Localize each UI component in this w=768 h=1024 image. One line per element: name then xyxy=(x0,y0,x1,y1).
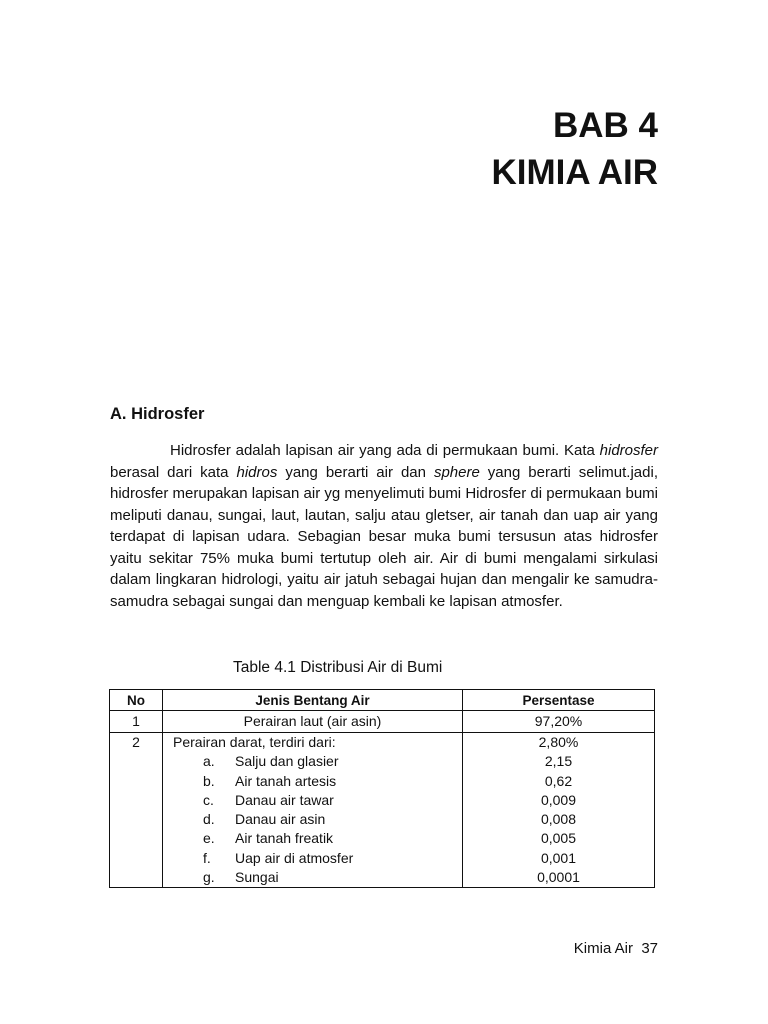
cell-type xyxy=(163,733,463,888)
list-item-letter: g. xyxy=(203,869,215,886)
list-item xyxy=(163,849,462,868)
list-item-letter: e. xyxy=(203,830,215,847)
cell-no-text: 2 xyxy=(132,734,140,750)
italic-term: sphere xyxy=(433,463,480,481)
list-item-percentage: 0,0001 xyxy=(537,869,580,886)
list-item-percentage: 0,008 xyxy=(540,811,577,828)
list-item-letter: f. xyxy=(203,849,211,866)
list-item-percentage: 2,15 xyxy=(544,753,573,770)
table-row xyxy=(110,711,655,733)
section-heading: A. Hidrosfer xyxy=(110,405,205,423)
chapter-title: KIMIA AIR xyxy=(491,153,658,192)
cell-type: Perairan laut (air asin) xyxy=(163,711,463,733)
paragraph-text: yang berarti air dan xyxy=(277,463,434,481)
body-paragraph xyxy=(110,440,658,612)
list-item xyxy=(163,791,462,810)
page-footer xyxy=(574,940,658,957)
list-item-label: Sungai xyxy=(235,869,279,886)
cell-percentage-text: 2,80% xyxy=(538,734,579,750)
cell-no xyxy=(110,733,163,888)
list-item xyxy=(163,772,462,791)
list-item-letter: d. xyxy=(203,811,215,828)
cell-type-text: Perairan darat, terdiri dari: xyxy=(173,734,336,750)
list-item-label: Uap air di atmosfer xyxy=(235,849,354,866)
footer-label: Kimia Air xyxy=(573,940,633,957)
list-item-label: Danau air tawar xyxy=(235,791,334,808)
list-item-letter: b. xyxy=(203,772,215,789)
paragraph-text: berasal dari kata xyxy=(110,463,237,481)
list-item-label: Air tanah freatik xyxy=(235,830,334,847)
table-row xyxy=(110,733,655,888)
list-item-percentage: 0,005 xyxy=(540,830,577,847)
water-distribution-table xyxy=(109,689,655,888)
list-item-label: Air tanah artesis xyxy=(235,772,337,789)
list-item xyxy=(163,752,462,771)
paragraph-text: yang berarti selimut.jadi, hidrosfer merupakan lapisan air yg menyelimuti bumi Hidrosfer di permukaan bumi meliputi danau, sungai, laut, lautan, salju atau gletser, air tanah dan uap air yang terdapat di lapisan udara. Sebagian besar muka bumi tersusun atas hidrosfer yaitu sekitar 75% muka bumi tertutup oleh air. Air di bumi mengalami sirkulasi dalam lingkaran hidrologi, yaitu air jatuh sebagai hujan dan mengalir ke samudra-samudra sebagai sungai dan menguap kembali ke lapisan atmosfer. xyxy=(110,463,658,610)
italic-term: hidrosfer xyxy=(599,442,658,459)
cell-no: 1 xyxy=(110,711,163,733)
list-item-percentage: 0,001 xyxy=(540,849,577,866)
header-no: No xyxy=(110,690,163,711)
list-item xyxy=(163,829,462,848)
chapter-number: BAB 4 xyxy=(552,106,658,145)
cell-percentage: 97,20% xyxy=(463,711,655,733)
table-caption: Table 4.1 Distribusi Air di Bumi xyxy=(233,659,443,676)
list-item xyxy=(163,868,462,887)
paragraph-text: Hidrosfer adalah lapisan air yang ada di permukaan bumi. Kata xyxy=(170,442,600,459)
list-item-letter: c. xyxy=(203,791,214,808)
page-number: 37 xyxy=(641,940,658,957)
list-item xyxy=(163,810,462,829)
list-item-percentage: 0,62 xyxy=(544,772,573,789)
chapter-heading xyxy=(491,102,658,196)
list-item-label: Danau air asin xyxy=(235,811,326,828)
list-item-letter: a. xyxy=(203,753,215,770)
header-percentage: Persentase xyxy=(463,690,655,711)
italic-term: hidros xyxy=(236,463,278,481)
table-header-row xyxy=(110,690,655,711)
list-item-percentage: 0,009 xyxy=(540,791,577,808)
cell-percentage xyxy=(463,733,655,888)
header-type: Jenis Bentang Air xyxy=(163,690,463,711)
list-item-label: Salju dan glasier xyxy=(235,753,339,770)
